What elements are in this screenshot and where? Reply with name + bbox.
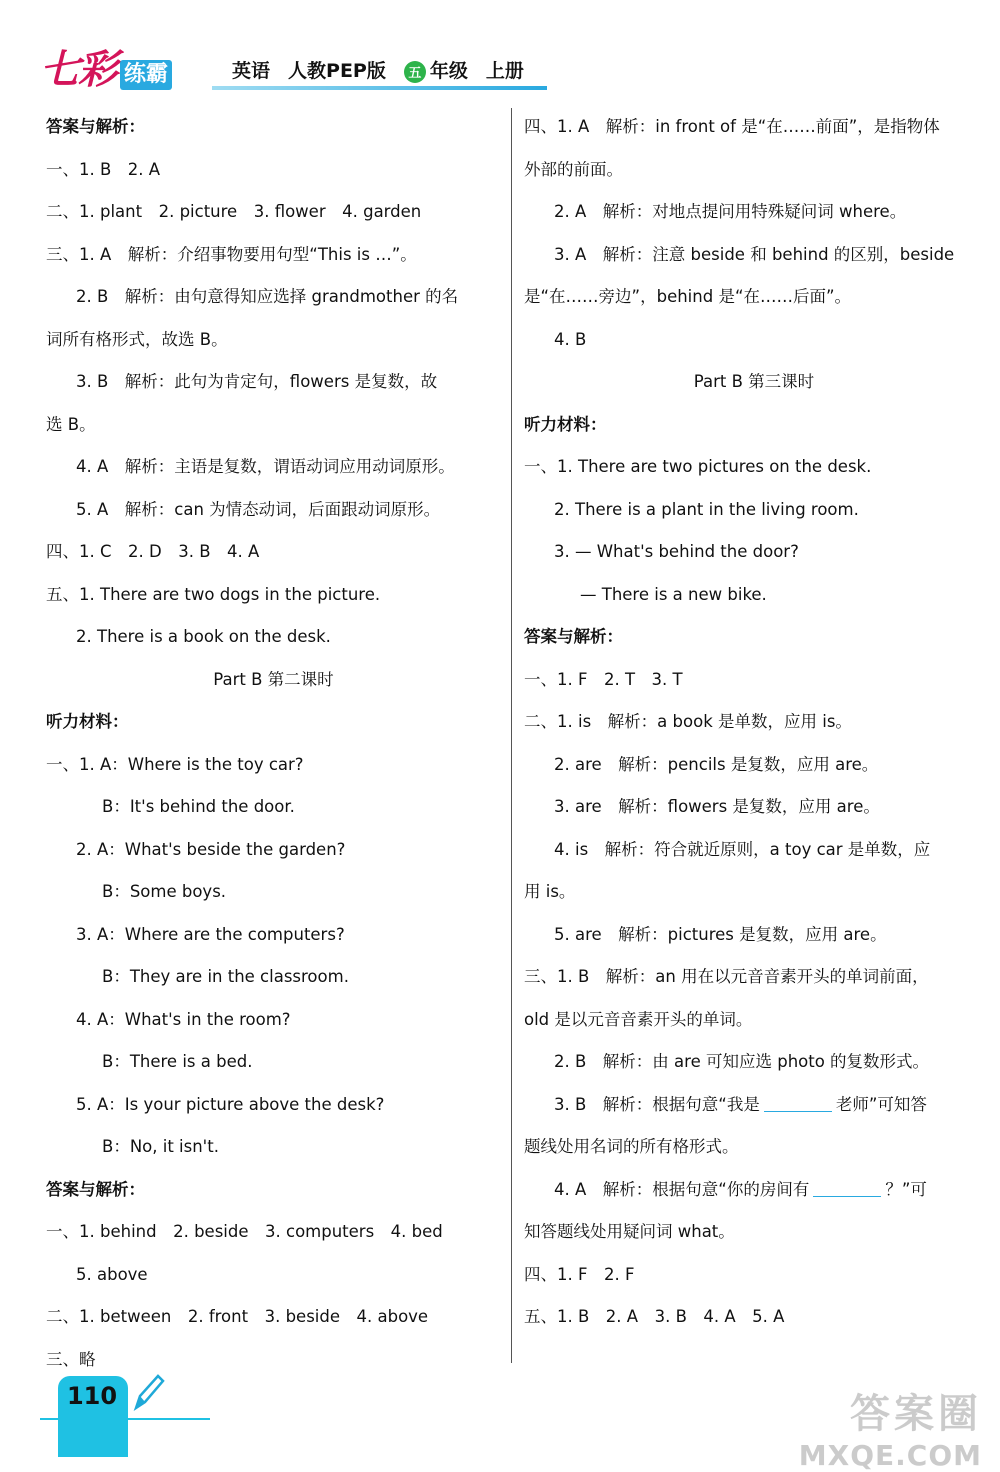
text-line: [524, 234, 984, 277]
line-text: 选 B。: [46, 414, 96, 434]
text-line: [46, 1211, 501, 1254]
header-underline: [212, 86, 547, 90]
line-text: old 是以元音音素开头的单词。: [524, 1009, 753, 1029]
line-text: 2. There is a plant in the living room.: [554, 499, 859, 519]
line-text: B：There is a bed.: [102, 1052, 253, 1071]
line-text-continued: 老师”可知答: [835, 1094, 927, 1114]
line-text: 4. is 解析：符合就近原则，a toy car 是单数，应: [554, 839, 931, 859]
text-line: [46, 1254, 501, 1297]
left-column: [46, 106, 501, 1381]
line-text: 外部的前面。: [524, 159, 623, 179]
line-text: 听力材料：: [524, 414, 607, 434]
line-text: 一、1. B 2. A: [46, 159, 161, 179]
text-line: [46, 786, 501, 829]
line-text: 2. There is a book on the desk.: [76, 627, 331, 646]
text-line: [524, 914, 984, 957]
text-line: [46, 149, 501, 192]
text-line: [46, 829, 501, 872]
line-text: 是“在……旁边”，behind 是“在……后面”。: [524, 287, 852, 306]
line-text: 词所有格形式，故选 B。: [46, 329, 228, 349]
text-line: [524, 1126, 984, 1169]
line-text: B：It's behind the door.: [102, 797, 295, 816]
section-heading: [46, 106, 501, 149]
grade-number-badge: 五: [404, 61, 426, 83]
text-line: [46, 1041, 501, 1084]
page-header: [0, 0, 1000, 100]
text-line: [524, 1254, 984, 1297]
line-text: 3. — What's behind the door?: [554, 542, 799, 561]
lesson-title: [524, 361, 984, 404]
line-text: 2. A：What's beside the garden?: [76, 839, 346, 859]
term-label: 上册: [485, 60, 524, 82]
lesson-title: [46, 659, 501, 702]
line-text: 一、1. There are two pictures on the desk.: [524, 457, 872, 476]
text-line: [524, 1169, 984, 1212]
line-text: 二、1. between 2. front 3. beside 4. above: [46, 1307, 429, 1326]
series-logo: [40, 46, 172, 93]
line-text: 四、1. A 解析：in front of 是“在……前面”，是指物体: [524, 117, 940, 136]
text-line: [46, 319, 501, 362]
line-text: 4. A 解析：主语是复数，谓语动词应用动词原形。: [76, 457, 455, 476]
line-text: 题线处用名词的所有格形式。: [524, 1137, 739, 1156]
text-line: [524, 319, 984, 362]
right-column: [524, 106, 984, 1339]
text-line: [46, 999, 501, 1042]
text-line: [524, 956, 984, 999]
line-text: 四、1. F 2. F: [524, 1264, 635, 1284]
watermark-logo-text: 答案圈: [850, 1391, 982, 1437]
line-text: B：Some boys.: [102, 882, 227, 901]
pencil-icon: [130, 1372, 166, 1412]
grade-label: [404, 56, 468, 83]
text-line: [46, 871, 501, 914]
line-text: 用 is。: [524, 882, 576, 901]
text-line: [524, 744, 984, 787]
text-line: [46, 1296, 501, 1339]
watermark-url: MXQE.COM: [798, 1439, 982, 1472]
line-text: 3. B 解析：此句为肯定句，flowers 是复数，故: [76, 372, 438, 391]
line-text: B：No, it isn't.: [102, 1137, 219, 1156]
line-text: 2. A 解析：对地点提问用特殊疑问词 where。: [554, 202, 907, 221]
section-heading: [524, 404, 984, 447]
line-text: 3. A 解析：注意 beside 和 behind 的区别，beside: [554, 244, 955, 264]
line-text: Part B 第三课时: [693, 372, 815, 391]
text-line: [524, 149, 984, 192]
line-text: 答案与解析：: [524, 627, 623, 646]
text-line: [524, 1041, 984, 1084]
text-line: [46, 361, 501, 404]
text-line: [524, 1211, 984, 1254]
text-line: [524, 574, 984, 617]
line-text: Part B 第二课时: [213, 669, 334, 689]
text-line: [46, 446, 501, 489]
text-line: [46, 191, 501, 234]
section-heading: [46, 1169, 501, 1212]
text-line: [524, 701, 984, 744]
line-text: 三、1. A 解析：介绍事物要用句型“This is …”。: [46, 244, 417, 264]
column-divider: [511, 108, 512, 1363]
book-info: [232, 56, 524, 83]
line-text: 三、略: [46, 1349, 96, 1369]
line-text: 二、1. is 解析：a book 是单数，应用 is。: [524, 712, 852, 731]
line-text: 2. B 解析：由句意得知应选择 grandmother 的名: [76, 287, 459, 306]
text-line: [46, 744, 501, 787]
line-text: 4. B: [554, 329, 587, 349]
line-text: 一、1. F 2. T 3. T: [524, 669, 683, 689]
page-number: 110: [66, 1382, 118, 1410]
text-line: [46, 616, 501, 659]
line-text: 一、1. behind 2. beside 3. computers 4. bed: [46, 1222, 443, 1241]
line-text: 4. A 解析：根据句意“你的房间有: [554, 1179, 810, 1199]
line-text: 5. A 解析：can 为情态动词，后面跟动词原形。: [76, 499, 441, 519]
text-line: [524, 106, 984, 149]
section-heading: [524, 616, 984, 659]
text-line: [524, 999, 984, 1042]
answer-blank: [764, 1093, 832, 1112]
line-text: 答案与解析：: [46, 117, 145, 136]
line-text-continued: ？”可: [885, 1179, 927, 1199]
line-text: 5. above: [76, 1264, 148, 1284]
line-text: — There is a new bike.: [580, 584, 767, 604]
line-text: 答案与解析：: [46, 1179, 145, 1199]
watermark: [799, 1382, 982, 1472]
line-text: 2. are 解析：pencils 是复数，应用 are。: [554, 754, 879, 774]
text-line: [524, 489, 984, 532]
text-line: [46, 574, 501, 617]
line-text: 三、1. B 解析：an 用在以元音音素开头的单词前面，: [524, 967, 929, 986]
line-text: 听力材料：: [46, 712, 129, 731]
line-text: 5. are 解析：pictures 是复数，应用 are。: [554, 924, 887, 944]
line-text: 四、1. C 2. D 3. B 4. A: [46, 542, 260, 561]
line-text: B：They are in the classroom.: [102, 967, 349, 986]
text-line: [46, 404, 501, 447]
text-line: [524, 446, 984, 489]
line-text: 3. are 解析：flowers 是复数，应用 are。: [554, 797, 880, 816]
text-line: [524, 659, 984, 702]
line-text: 二、1. plant 2. picture 3. flower 4. garden: [46, 202, 422, 221]
text-line: [524, 786, 984, 829]
line-text: 2. B 解析：由 are 可知应选 photo 的复数形式。: [554, 1052, 930, 1071]
text-line: [46, 914, 501, 957]
line-text: 知答题线处用疑问词 what。: [524, 1222, 735, 1241]
text-line: [46, 1084, 501, 1127]
line-text: 一、1. A：Where is the toy car?: [46, 754, 304, 774]
line-text: 五、1. B 2. A 3. B 4. A 5. A: [524, 1307, 785, 1326]
text-line: [524, 191, 984, 234]
text-line: [46, 276, 501, 319]
text-line: [524, 276, 984, 319]
text-line: [46, 489, 501, 532]
text-line: [524, 871, 984, 914]
text-line: [46, 234, 501, 277]
section-heading: [46, 701, 501, 744]
text-line: [524, 829, 984, 872]
line-text: 4. A：What's in the room?: [76, 1009, 291, 1029]
text-line: [524, 1084, 984, 1127]
line-text: 3. A：Where are the computers?: [76, 924, 345, 944]
text-line: [46, 1126, 501, 1169]
text-line: [46, 531, 501, 574]
line-text: 5. A：Is your picture above the desk?: [76, 1094, 385, 1114]
logo-text-main: 七彩: [40, 46, 116, 93]
logo-text-badge: 练霸: [120, 60, 172, 90]
text-line: [46, 1339, 501, 1382]
text-line: [46, 956, 501, 999]
grade-text: 年级: [429, 60, 468, 82]
line-text: 3. B 解析：根据句意“我是: [554, 1094, 760, 1114]
text-line: [524, 1296, 984, 1339]
answer-blank: [813, 1178, 881, 1197]
text-line: [524, 531, 984, 574]
subject-label: 英语: [232, 60, 271, 82]
line-text: 五、1. There are two dogs in the picture.: [46, 584, 381, 604]
edition-label: 人教PEP版: [288, 60, 386, 82]
